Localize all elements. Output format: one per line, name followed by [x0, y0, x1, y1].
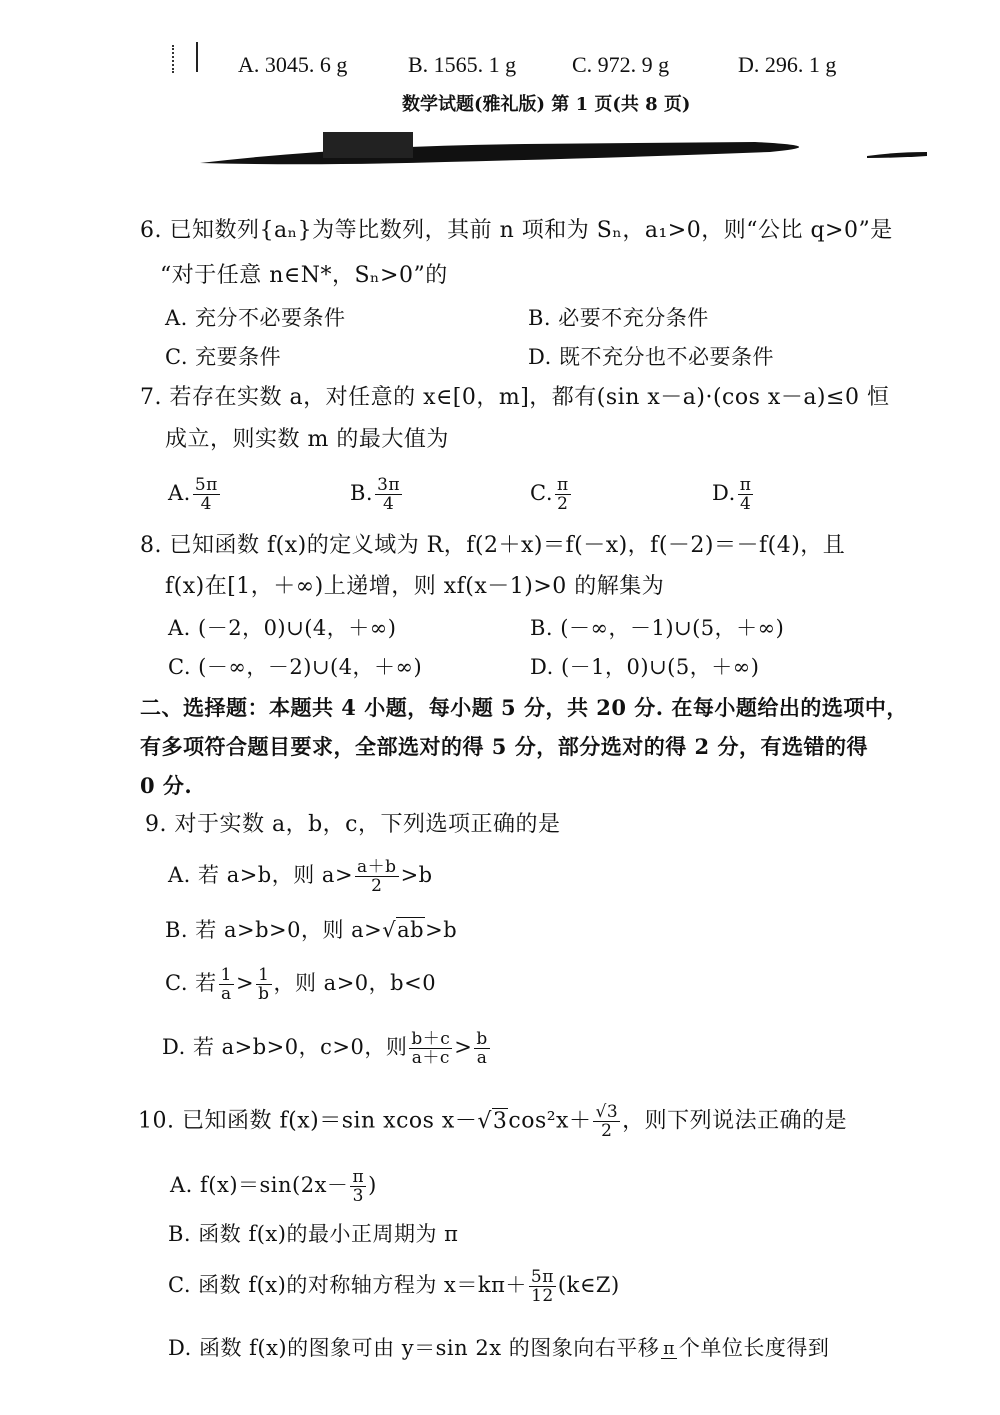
q10-option-c: C. 函数 f(x)的对称轴方程为 x＝kπ＋ $\frac{5\pi}{12}$ (k∈Z) [168, 1267, 620, 1306]
q9-option-d-fraction-1: $\frac{b+c}{a+c}$ [411, 1029, 451, 1068]
q10-stem-fraction: $\frac{√3}{2}$ [595, 1102, 619, 1141]
page-footer: 数学试题(雅礼版) 第 1 页(共 8 页) [402, 94, 691, 115]
q7-option-b-fraction: $\frac{3\pi}{4}$ [377, 475, 401, 514]
q7-option-b [350, 476, 404, 513]
q10-stem-sqrt-1: √3 [477, 1108, 508, 1134]
scan-shadow-band [195, 128, 935, 173]
q9-option-b: B. 若 a>b>0，则 a>√ab>b [165, 918, 458, 942]
q5-option-c: C. 972. 9 g [572, 52, 670, 77]
q10-option-a: A. f(x)＝sin(2x－ $\frac{\pi}{3}$ ) [170, 1167, 377, 1206]
q6-option-d: D. 既不充分也不必要条件 [528, 345, 774, 369]
q7-option-d-fraction: $\frac{\pi}{4}$ [739, 475, 752, 514]
q7-stem-line-2: 成立，则实数 m 的最大值为 [165, 427, 449, 452]
q9-option-d: D. 若 a>b>0，c>0，则 $\frac{b+c}{a+c}$ > $\frac{b}{a}$ [162, 1029, 488, 1068]
q7-option-a-label: A. [168, 481, 191, 505]
q10-option-b: B. 函数 f(x)的最小正周期为 π [168, 1222, 459, 1246]
q9-option-c: C. 若 $\frac{1}{a}$ > $\frac{1}{b}$ ，则 a>0，b<0 [165, 965, 437, 1004]
q5-option-d: D. 296. 1 g [738, 52, 837, 77]
q7-option-a-fraction: $\frac{5\pi}{4}$ [194, 475, 218, 514]
q8-option-a: A. (－2，0)∪(4，＋∞) [168, 616, 397, 640]
q9-option-c-fraction-2: $\frac{1}{b}$ [258, 965, 270, 1004]
q9-option-d-fraction-2: $\frac{b}{a}$ [476, 1029, 488, 1068]
q6-option-b: B. 必要不充分条件 [528, 306, 709, 330]
q8-stem-line-1: 8. 已知函数 f(x)的定义域为 R，f(2＋x)＝f(－x)，f(－2)＝－f(4)，且 [140, 533, 846, 558]
q9-option-b-sqrt: √ab [382, 918, 425, 942]
section-2-heading-line-3: 0 分. [140, 773, 193, 798]
q6-stem-line-2: “对于任意 n∈N*，Sₙ>0”的 [160, 263, 448, 288]
q7-option-c-fraction: $\frac{\pi}{2}$ [557, 475, 569, 514]
q6-option-c: C. 充要条件 [165, 345, 282, 369]
section-2-heading-line-1: 二、选择题：本题共 4 小题，每小题 5 分，共 20 分. 在每小题给出的选项中， [140, 695, 908, 720]
q7-option-a [168, 476, 222, 513]
q8-stem-line-2: f(x)在[1，＋∞)上递增，则 xf(x－1)>0 的解集为 [165, 574, 665, 599]
q10-option-d-cut-off: D. 函数 f(x)的图象可由 y＝sin 2x 的图象向右平移 π 个单位长度得到 [168, 1336, 830, 1360]
q9-option-c-fraction-1: $\frac{1}{a}$ [220, 965, 232, 1004]
q8-option-b: B. (－∞，－1)∪(5，＋∞) [530, 616, 785, 640]
q7-option-b-label: B. [350, 481, 374, 505]
q7-option-c [530, 476, 573, 513]
q5-option-b: B. 1565. 1 g [408, 52, 517, 77]
q7-option-c-label: C. [530, 481, 553, 505]
q9-option-a: A. 若 a>b，则 a> $\frac{a+b}{2}$ >b [168, 857, 433, 896]
q9-option-a-fraction: $\frac{a+b}{2}$ [357, 857, 397, 896]
q7-stem-line-1: 7. 若存在实数 a，对任意的 x∈[0，m]，都有(sin x－a)·(cos x－a)≤0 恒 [140, 385, 890, 410]
q6-stem-line-1: 6. 已知数列{aₙ}为等比数列，其前 n 项和为 Sₙ，a₁>0，则“公比 q>0”是 [140, 218, 893, 243]
q10-stem: 10. 已知函数 f(x)＝sin xcos x－√3cos²x＋ $\frac{√3}{2}$ ，则下列说法正确的是 [138, 1102, 848, 1141]
section-2-heading-line-2: 有多项符合题目要求，全部选对的得 5 分，部分选对的得 2 分，有选错的得 [140, 734, 868, 759]
q6-option-a: A. 充分不必要条件 [165, 306, 346, 330]
q10-option-c-fraction: $\frac{5\pi}{12}$ [530, 1267, 554, 1306]
q10-option-a-fraction: $\frac{\pi}{3}$ [352, 1167, 365, 1206]
q7-option-d-label: D. [712, 481, 736, 505]
binding-marks [172, 45, 178, 73]
q7-option-d [712, 476, 755, 513]
q8-option-d: D. (－1，0)∪(5，＋∞) [530, 655, 760, 679]
binding-line [196, 42, 198, 72]
q9-stem: 9. 对于实数 a，b，c，下列选项正确的是 [145, 812, 561, 837]
q8-option-c: C. (－∞，－2)∪(4，＋∞) [168, 655, 423, 679]
q10-option-d-fraction: π [663, 1339, 675, 1359]
q5-option-a: A. 3045. 6 g [238, 52, 348, 77]
